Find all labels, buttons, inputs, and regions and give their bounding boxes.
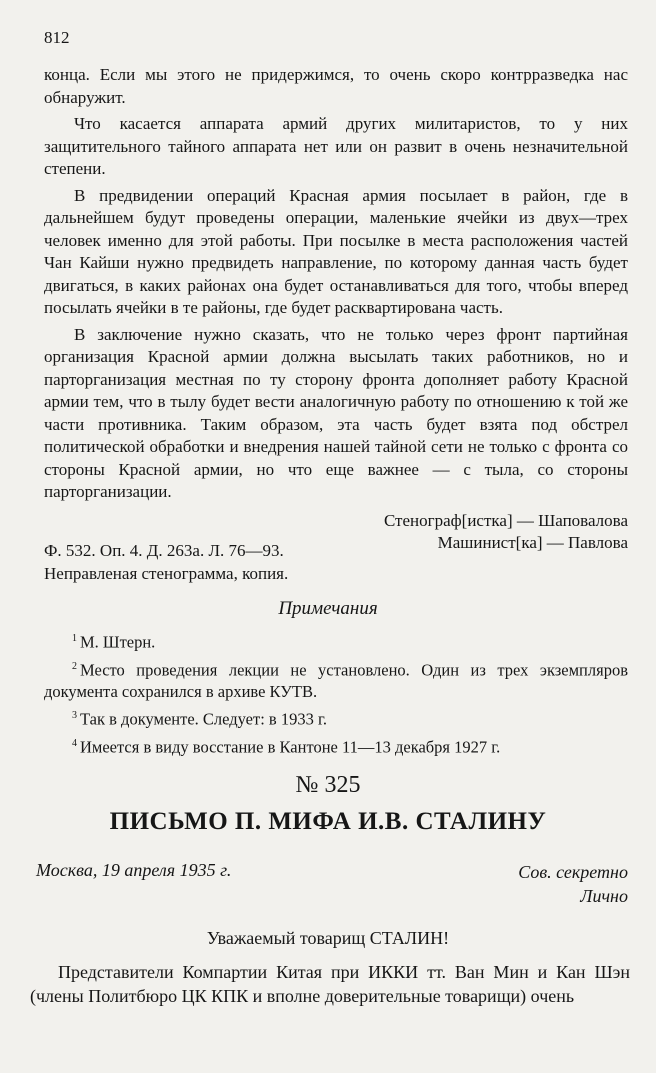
page-number: 812 (44, 28, 70, 47)
footnote-text: Имеется в виду восстание в Кантоне 11—13 декабря 1927 г. (80, 737, 501, 756)
notes-heading: Примечания (278, 598, 378, 619)
footnote-number: 1 (72, 633, 77, 644)
paragraph: Что касается аппарата армий других милитаристов, то у них защитительного тайного аппарата нет или он развит в очень незначительной степени. (44, 114, 628, 178)
footnote (44, 628, 628, 654)
footnote-text: М. Штерн. (80, 632, 156, 652)
footnote (44, 656, 628, 704)
paragraph: В предвидении операций Красная армия посылает в район, где в дальнейшем будут проведены операции, маленькие ячейки из двух—трех человек именно для этой работы. При посылке в места расположения частей Чан Кайши нужно предвидеть направление, по которому данная часть будет двигаться, в каких районах она будет останавливаться для того, чтобы вперед посылать ячейки в те районы, где будет расквартирована часть. (44, 185, 628, 317)
notes-list (44, 628, 628, 760)
footnote-text: Место проведения лекции не установлено. Один из трех экземпляров документа сохранился в архиве КУТВ. (44, 660, 628, 701)
lecture-text (44, 64, 628, 555)
footnote (44, 705, 628, 731)
classification-personal: Лично (580, 886, 628, 906)
footnote-text: Так в документе. Следует: в 1933 г. (80, 709, 327, 729)
source-note: Неправленая стенограмма, копия. (44, 563, 289, 583)
paragraph: В заключение нужно сказать, что не только через фронт партийная организация Красной армии должна высылать таких работников, но и парторганизация местная по ту сторону фронта дополняет работу Красной армии тем, что в тылу будет вести аналогичную работу по отношению к той же части противника. Таким образом, эта часть будет взята под обстрел политической обработки и внедрения нашей тайной сети не только с фронта со стороны Красной армии, но что еще важнее — с тыла, со стороны парторганизации. (44, 324, 628, 501)
letter-opening: Представители Компартии Китая при ИККИ тт. Ван Мин и Кан Шэн (члены Политбюро ЦК КПК и вполне доверительные товарищи) очень (30, 962, 630, 1006)
paragraph: конца. Если мы этого не придержимся, то очень скоро контрразведка нас обнаружит. (44, 65, 628, 107)
archive-ref: Ф. 532. Оп. 4. Д. 263а. Л. 76—93. (44, 541, 284, 560)
stenographer-signature: Стенограф[истка] — Шаповалова (383, 510, 628, 530)
document-number: № 325 (295, 772, 361, 798)
footnote-number: 2 (72, 660, 77, 672)
footnote-number: 3 (72, 710, 77, 721)
document-title: ПИСЬМО П. МИФА И.В. СТАЛИНУ (109, 808, 547, 835)
classification-secret: Сов. секретно (518, 862, 628, 882)
classification (518, 860, 628, 908)
footnote (44, 733, 628, 759)
place-date: Москва, 19 апреля 1935 г. (36, 860, 232, 880)
salutation: Уважаемый товарищ СТАЛИН! (206, 928, 450, 948)
typist-signature: Машинист[ка] — Павлова (437, 533, 628, 552)
footnote-number: 4 (72, 737, 77, 749)
source-reference (44, 540, 628, 585)
